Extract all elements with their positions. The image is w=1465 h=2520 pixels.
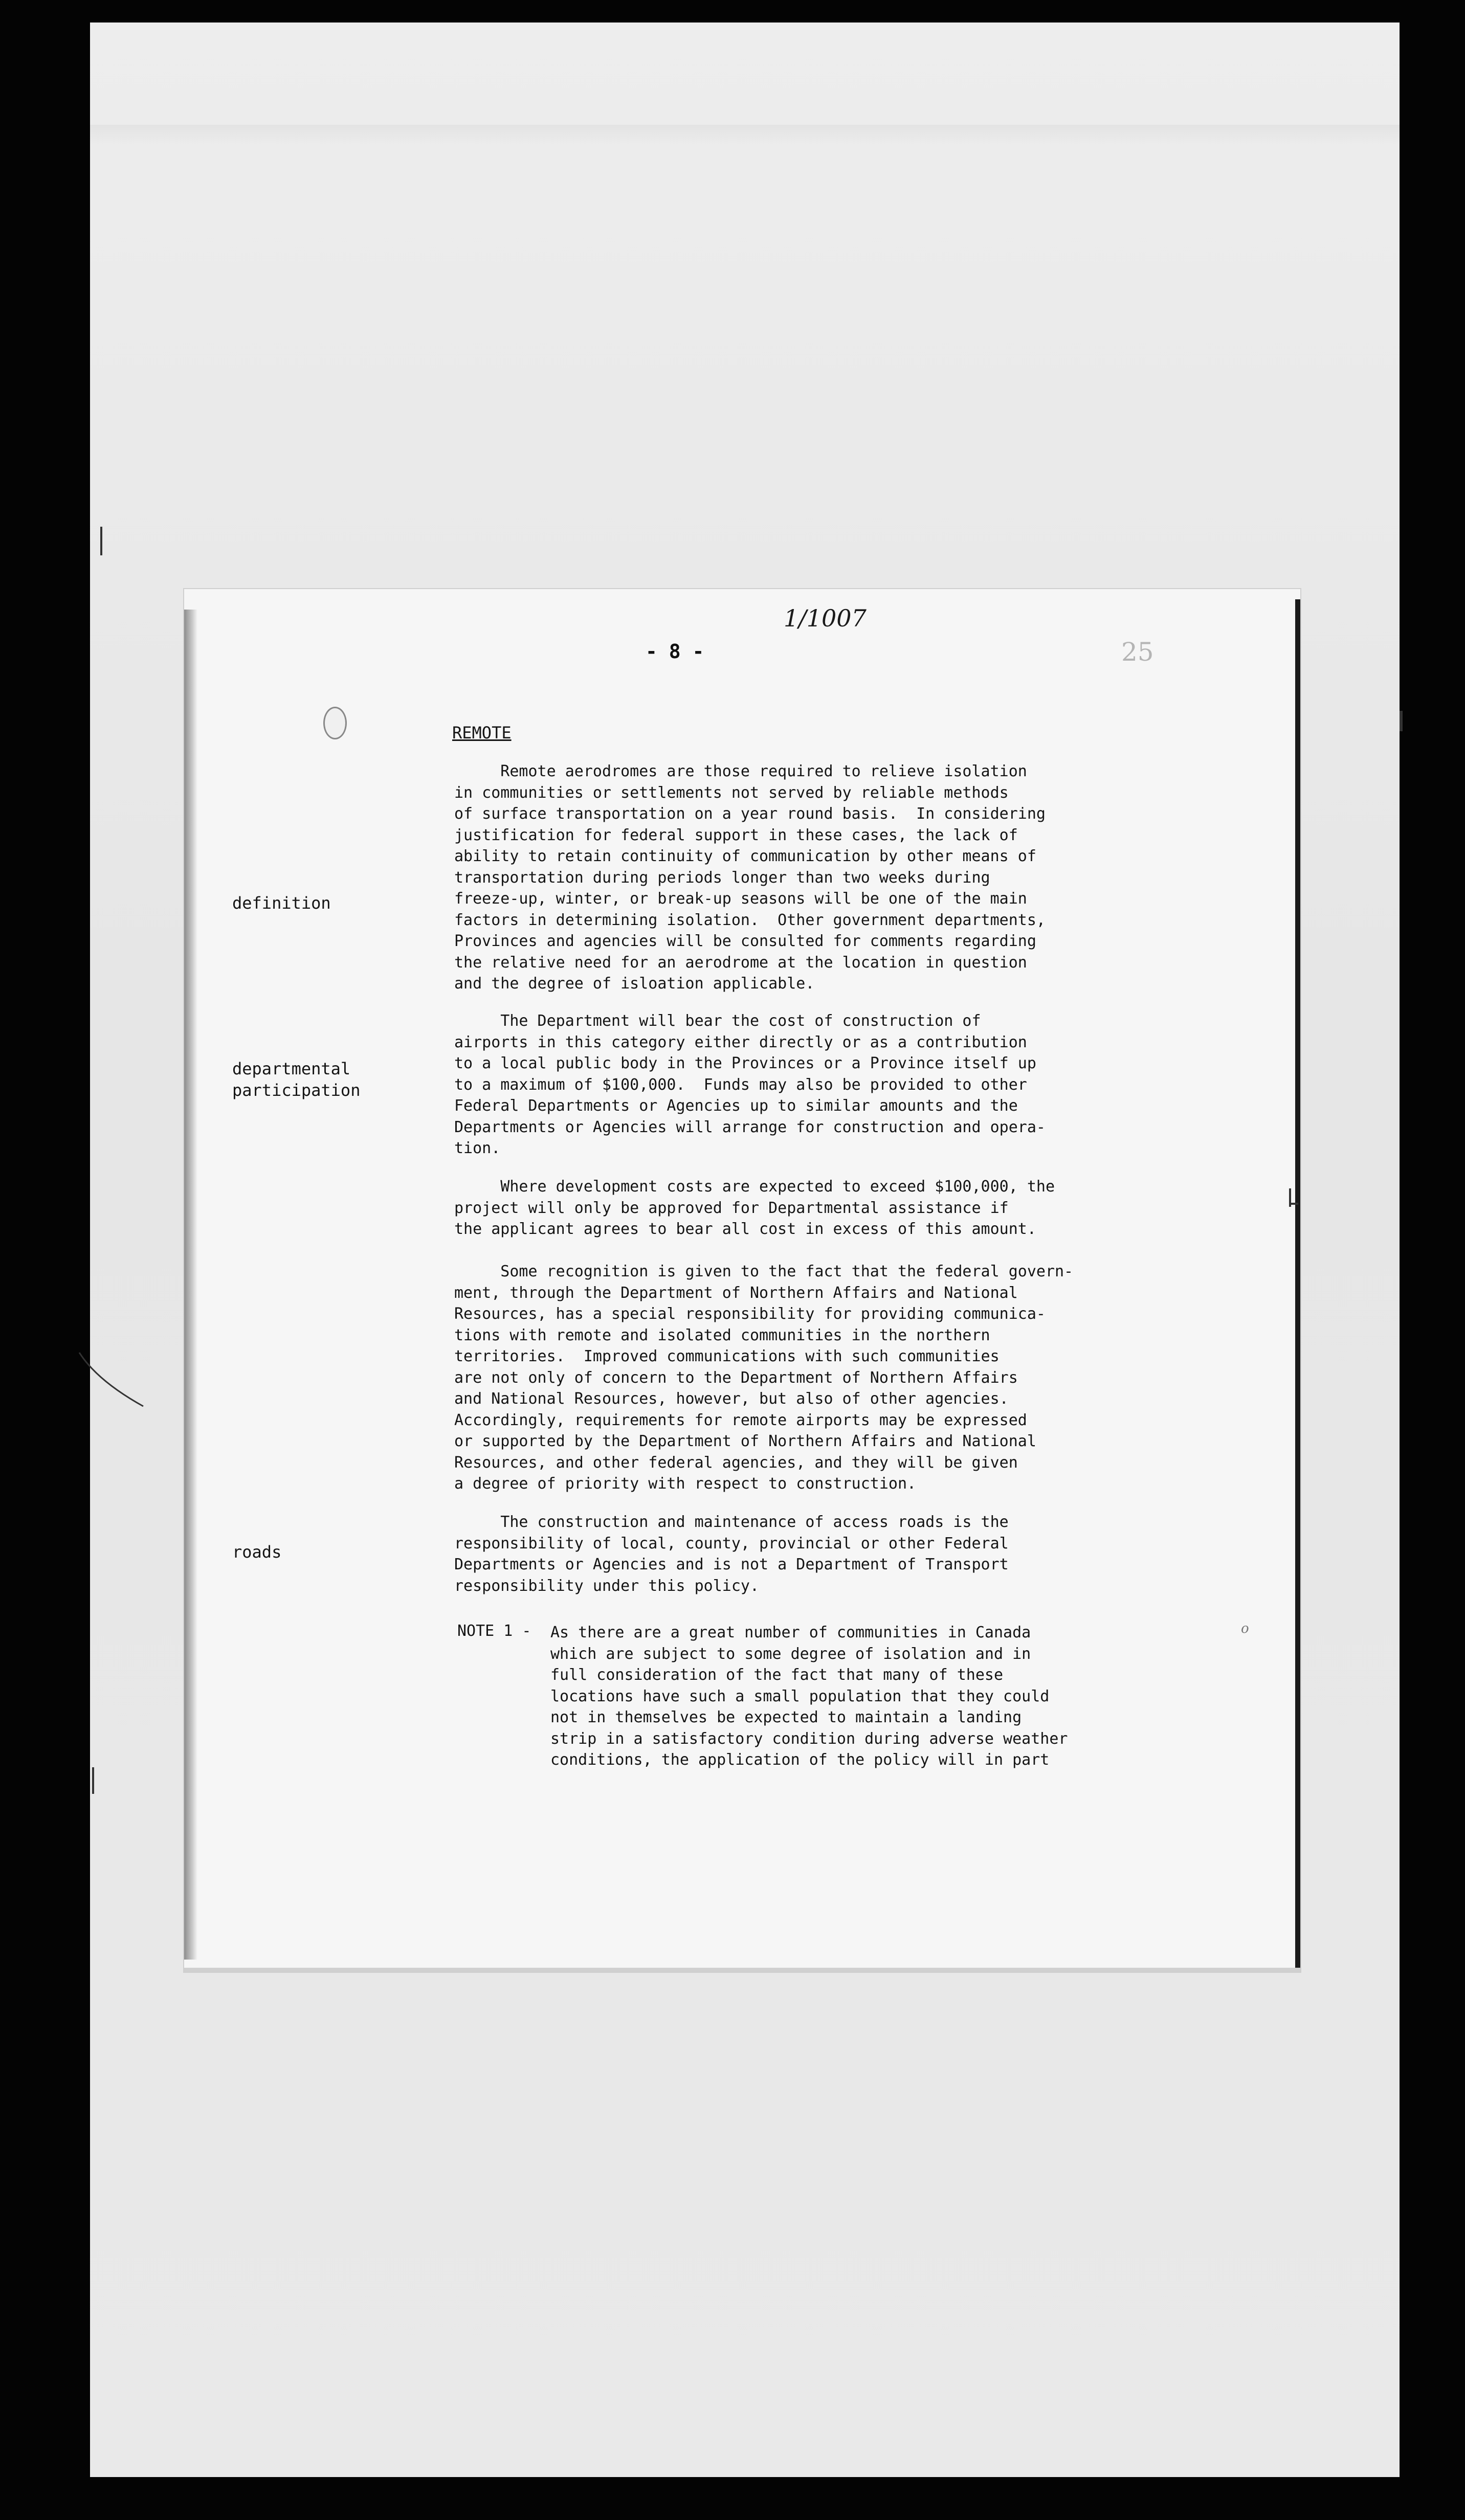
text-line: and the degree of isloation applicable. [454,975,815,993]
margin-tick-mark [1291,1203,1298,1205]
text-line: tion. [454,1139,501,1157]
text-line: Departments or Agencies will arrange for construction and opera- [454,1118,1046,1136]
margin-note-definition: definition [232,893,331,913]
text-line: territories. Improved communications with such communities [454,1347,1000,1365]
text-line: in communities or settlements not served by reliable methods [454,783,1009,802]
text-line: conditions, the application of the policy will in part [550,1751,1050,1769]
text-line: justification for federal support in these cases, the lack of [454,826,1018,844]
text-line: tions with remote and isolated communities in the northern [454,1326,990,1344]
text-line: Resources, and other federal agencies, and they will be given [454,1453,1018,1472]
text-line: Some recognition is given to the fact that the federal govern- [454,1263,1074,1280]
text-line: full consideration of the fact that many of these [550,1666,1004,1684]
edge-mark [100,527,102,555]
page-right-edge [1295,599,1300,1970]
text-line: the relative need for an aerodrome at the location in question [454,953,1027,972]
paragraph-development-costs [454,1176,1150,1240]
text-line: The Department will bear the cost of construction of [454,1012,981,1030]
text-line: Resources, has a special responsibility for providing communica- [454,1305,1046,1323]
note-body [550,1622,1068,1771]
text-line: the applicant agrees to bear all cost in excess of this amount. [454,1220,1036,1238]
text-line: airports in this category either directly or as a contribution [454,1033,1027,1051]
text-line: project will only be approved for Departmental assistance if [454,1199,1009,1217]
edge-mark [92,1767,94,1794]
paragraph-departmental-participation [454,1010,1150,1159]
text-line: Where development costs are expected to exceed $100,000, the [454,1178,1055,1196]
paragraph-remote-definition [454,761,1150,995]
text-line: and National Resources, however, but also of other agencies. [454,1390,1009,1408]
text-line: Provinces and agencies will be consulted for comments regarding [454,932,1036,950]
pencil-curve-mark [77,1350,148,1411]
margin-note-departmental: departmental [232,1059,351,1078]
margin-note-participation: participation [232,1081,361,1100]
text-line: or supported by the Department of Northern Affairs and National [454,1432,1036,1450]
text-line: strip in a satisfactory condition during adverse weather [550,1729,1068,1748]
text-line: Federal Departments or Agencies up to similar amounts and the [454,1097,1018,1115]
edge-mark [1400,711,1403,731]
section-heading: REMOTE [452,723,512,742]
text-line: which are subject to some degree of isolation and in [550,1645,1031,1663]
note-label: NOTE 1 - [457,1622,531,1640]
text-line: to a local public body in the Provinces or a Province itself up [454,1054,1036,1072]
paragraph-access-roads [454,1512,1150,1596]
pencil-mark: o [1241,1621,1249,1636]
text-line: freeze-up, winter, or break-up seasons will be one of the main [454,890,1027,908]
text-line: to a maximum of $100,000. Funds may also be provided to other [454,1075,1027,1094]
text-line: factors in determining isolation. Other government departments, [454,911,1046,929]
text-line: Departments or Agencies and is not a Department of Transport [454,1556,1009,1573]
punch-hole [323,707,347,739]
text-line: locations have such a small population that they could [550,1687,1050,1705]
text-line: of surface transportation on a year round basis. In considering [454,805,1046,823]
sheet-fold [90,125,1400,145]
margin-note-roads: roads [232,1542,282,1562]
text-line: are not only of concern to the Department of Northern Affairs [454,1368,1018,1387]
text-line: responsibility of local, county, provincial or other Federal [454,1534,1009,1552]
text-line: not in themselves be expected to maintain a landing [550,1708,1022,1726]
text-line: ability to retain continuity of communication by other means of [454,847,1036,865]
text-line: transportation during periods longer than two weeks during [454,868,990,887]
text-line: As there are a great number of communities in Canada [550,1624,1031,1641]
handwritten-number: 1/1007 [784,604,867,632]
page-number: - 8 - [646,640,704,663]
text-line: a degree of priority with respect to construction. [454,1475,917,1493]
text-line: ment, through the Department of Northern Affairs and National [454,1284,1018,1302]
page-bottom-edge [184,1968,1300,1972]
page-left-shadow [184,610,197,1960]
text-line: Accordingly, requirements for remote airports may be expressed [454,1411,1027,1429]
text-line: The construction and maintenance of access roads is the [454,1513,1009,1531]
text-line: responsibility under this policy. [454,1577,760,1595]
folio-number: 25 [1121,637,1154,667]
paragraph-northern-affairs [454,1261,1150,1495]
text-line: Remote aerodromes are those required to relieve isolation [454,762,1027,780]
